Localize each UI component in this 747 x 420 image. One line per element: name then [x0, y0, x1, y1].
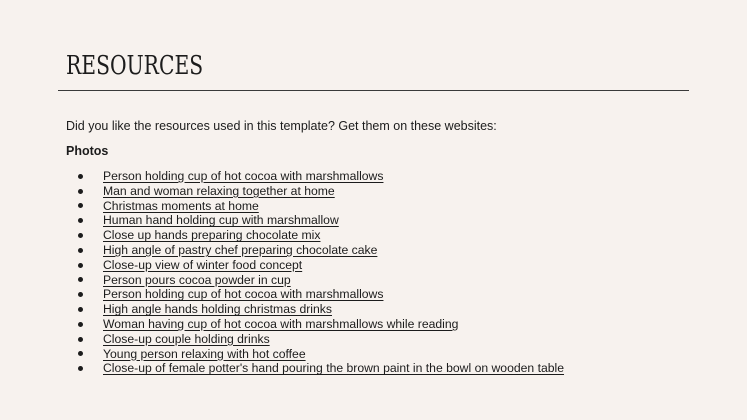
- list-item: [66, 273, 564, 288]
- resource-link[interactable]: Close up hands preparing chocolate mix: [103, 228, 321, 243]
- bullet-icon: [78, 322, 83, 327]
- resource-link[interactable]: Close-up couple holding drinks: [103, 331, 270, 346]
- resource-link[interactable]: Person pours cocoa powder in cup: [103, 272, 291, 287]
- list-item: [66, 258, 564, 273]
- bullet-icon: [78, 277, 83, 282]
- resource-link[interactable]: Person holding cup of hot cocoa with marshmallows: [103, 287, 384, 302]
- list-item: [66, 347, 564, 362]
- page-title: RESOURCES: [66, 51, 204, 81]
- resource-link[interactable]: Woman having cup of hot cocoa with marshmallows while reading: [103, 316, 459, 331]
- bullet-icon: [78, 337, 83, 342]
- list-item: [66, 184, 564, 199]
- list-item: [66, 228, 564, 243]
- resource-link[interactable]: Young person relaxing with hot coffee: [103, 346, 306, 361]
- list-item: [66, 213, 564, 228]
- list-item: [66, 302, 564, 317]
- bullet-icon: [78, 366, 83, 371]
- resource-link[interactable]: High angle hands holding christmas drinks: [103, 302, 332, 317]
- list-item: [66, 169, 564, 184]
- bullet-icon: [78, 263, 83, 268]
- resource-link[interactable]: Human hand holding cup with marshmallow: [103, 213, 339, 228]
- title-divider: [58, 90, 689, 91]
- resource-link[interactable]: Christmas moments at home: [103, 198, 259, 213]
- resource-link[interactable]: Close-up view of winter food concept: [103, 257, 303, 272]
- bullet-icon: [78, 218, 83, 223]
- resource-link[interactable]: Close-up of female potter's hand pouring the brown paint in the bowl on wooden table: [103, 361, 565, 376]
- resource-link[interactable]: Man and woman relaxing together at home: [103, 183, 335, 198]
- list-item: [66, 287, 564, 302]
- list-item: [66, 361, 564, 376]
- bullet-icon: [78, 203, 83, 208]
- section-heading-photos: Photos: [66, 144, 109, 158]
- bullet-icon: [78, 189, 83, 194]
- bullet-icon: [78, 351, 83, 356]
- list-item: [66, 317, 564, 332]
- resource-link[interactable]: Person holding cup of hot cocoa with marshmallows: [103, 169, 384, 183]
- bullet-icon: [78, 233, 83, 238]
- bullet-icon: [78, 174, 83, 179]
- intro-text: Did you like the resources used in this template? Get them on these websites:: [66, 119, 497, 133]
- resource-link[interactable]: High angle of pastry chef preparing chocolate cake: [103, 242, 378, 257]
- list-item: [66, 243, 564, 258]
- bullet-icon: [78, 292, 83, 297]
- bullet-icon: [78, 307, 83, 312]
- list-item: [66, 332, 564, 347]
- list-item: [66, 199, 564, 214]
- bullet-icon: [78, 248, 83, 253]
- resource-list: [66, 169, 564, 376]
